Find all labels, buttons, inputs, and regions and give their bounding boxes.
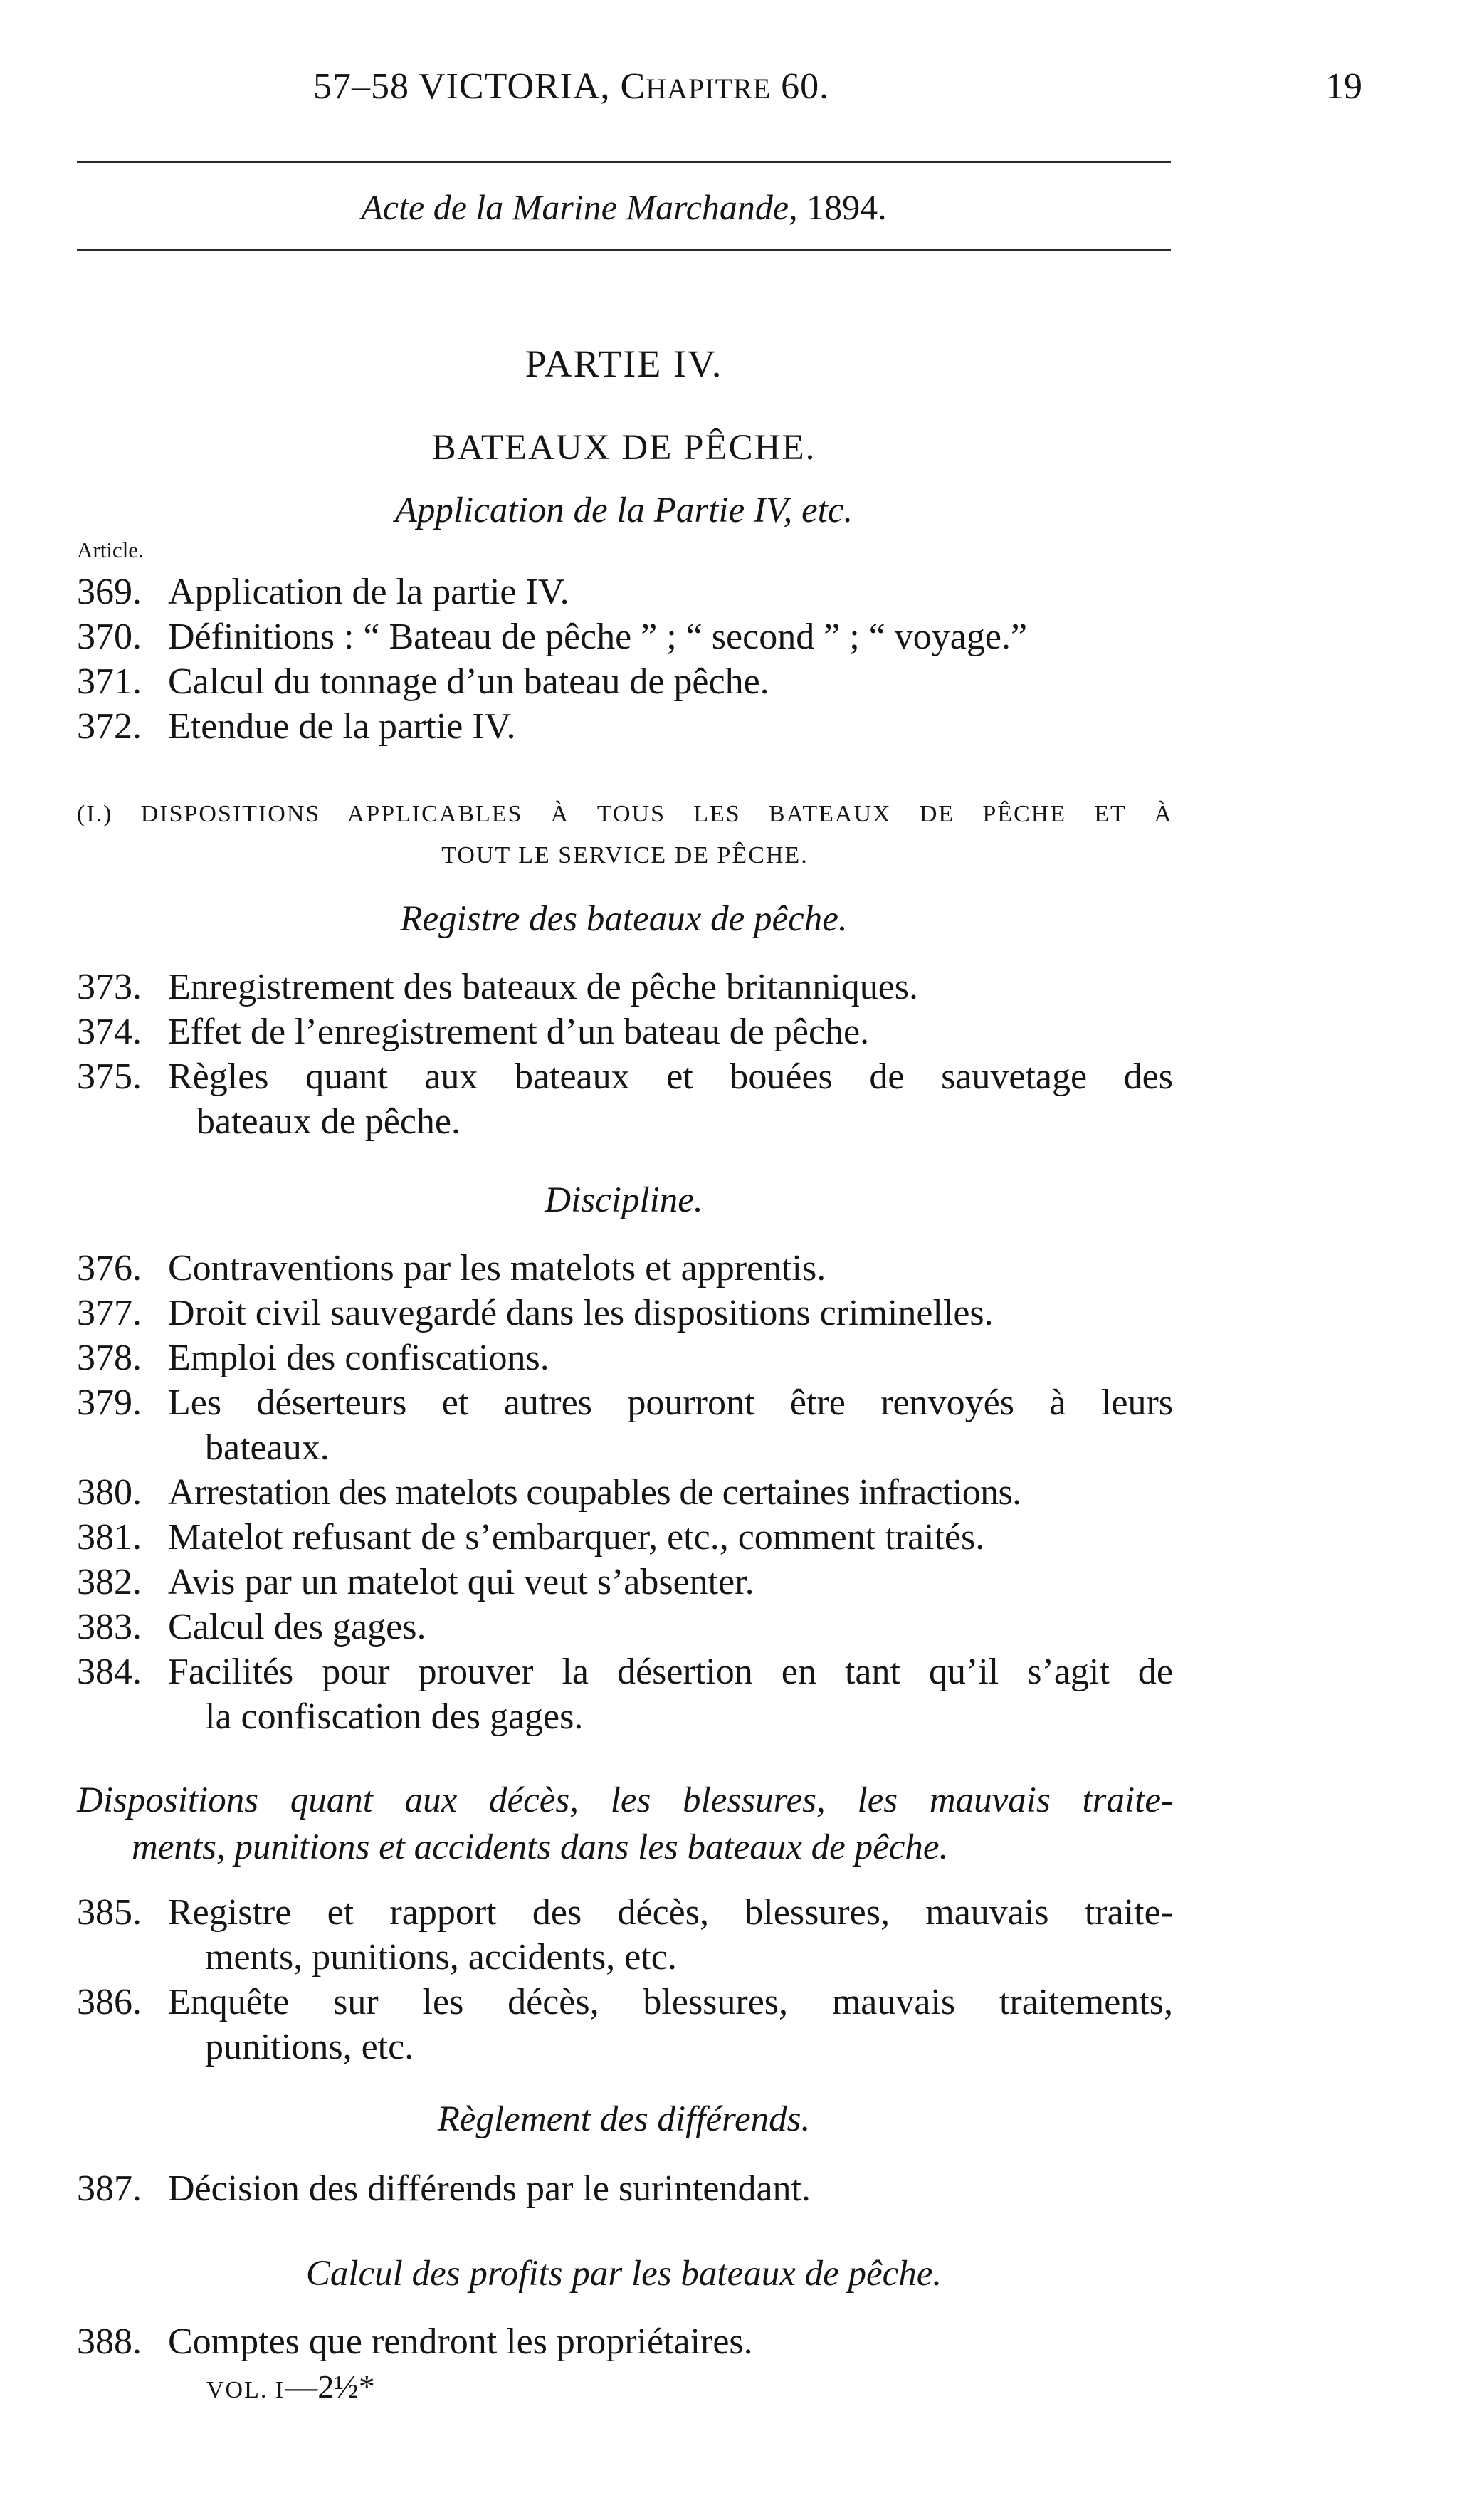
article-text-line2: bateaux. bbox=[205, 1427, 330, 1468]
article-text: Définitions : “ Bateau de pêche ” ; “ second ” ; “ voyage.” bbox=[168, 616, 1028, 657]
article-text-line1: Les déserteurs et autres pourront être renvoyés à leurs bbox=[168, 1382, 1173, 1423]
article-label: Article. bbox=[77, 537, 144, 562]
article-text: Etendue de la partie IV. bbox=[168, 706, 516, 747]
article-number: 386. bbox=[77, 1982, 142, 2022]
list-item bbox=[77, 659, 1173, 704]
article-number: 383. bbox=[77, 1607, 142, 1647]
running-header bbox=[313, 65, 829, 107]
article-number: 388. bbox=[77, 2321, 142, 2362]
list-item bbox=[77, 1605, 1173, 1649]
article-text-line1: Registre et rapport des décès, blessures, mauvais traite- bbox=[168, 1892, 1173, 1933]
list-item bbox=[77, 1560, 1173, 1605]
list-item bbox=[77, 704, 1173, 749]
article-number: 380. bbox=[77, 1472, 142, 1513]
article-number: 384. bbox=[77, 1652, 142, 1692]
footer-vol: VOL. I bbox=[206, 2377, 285, 2403]
list-item bbox=[77, 1890, 1173, 1980]
article-text: Contraventions par les matelots et apprentis. bbox=[168, 1248, 826, 1288]
list-item bbox=[77, 1515, 1173, 1560]
list-item bbox=[77, 1291, 1173, 1335]
registre-heading: Registre des bateaux de pêche. bbox=[400, 899, 848, 939]
deces-heading-line1: Dispositions quant aux décès, les blessures, les mauvais traite- bbox=[77, 1780, 1173, 1820]
reglement-heading: Règlement des différends. bbox=[437, 2099, 811, 2139]
list-item bbox=[77, 569, 1173, 614]
section-heading-line2: TOUT LE SERVICE DE PÊCHE. bbox=[441, 842, 809, 868]
page-number: 19 bbox=[1325, 66, 1362, 107]
article-number: 381. bbox=[77, 1517, 142, 1558]
act-title: Acte de la Marine Marchande, bbox=[361, 187, 798, 227]
article-text: Calcul du tonnage d’un bateau de pêche. bbox=[168, 661, 769, 702]
list-item bbox=[77, 1246, 1173, 1291]
article-text: Calcul des gages. bbox=[168, 1607, 426, 1647]
list-item bbox=[77, 2166, 1173, 2211]
deces-heading-line2: ments, punitions et accidents dans les bateaux de pêche. bbox=[132, 1827, 949, 1867]
article-number: 370. bbox=[77, 616, 142, 657]
article-text-line2: ments, punitions, accidents, etc. bbox=[205, 1937, 677, 1978]
article-text-line1: Facilités pour prouver la désertion en tant qu’il s’agit de bbox=[168, 1652, 1173, 1692]
list-item bbox=[77, 1009, 1173, 1054]
article-number: 375. bbox=[77, 1056, 142, 1097]
list-item bbox=[77, 1054, 1173, 1144]
header-rule-bottom bbox=[77, 249, 1171, 251]
article-number: 371. bbox=[77, 661, 142, 702]
article-number: 369. bbox=[77, 572, 142, 612]
article-text-line1: Enquête sur les décès, blessures, mauvais traitements, bbox=[168, 1982, 1173, 2022]
article-text: Droit civil sauvegardé dans les dispositions criminelles. bbox=[168, 1293, 994, 1333]
footer-signature bbox=[206, 2368, 375, 2405]
article-number: 387. bbox=[77, 2168, 142, 2209]
list-item bbox=[77, 1649, 1173, 1739]
article-text-line2: bateaux de pêche. bbox=[196, 1101, 461, 1142]
article-number: 374. bbox=[77, 1012, 142, 1052]
list-item bbox=[77, 965, 1173, 1009]
article-text: Arrestation des matelots coupables de certaines infractions. bbox=[168, 1472, 1021, 1513]
header-title-end: 60. bbox=[771, 66, 830, 107]
list-item bbox=[77, 1335, 1173, 1380]
article-number: 378. bbox=[77, 1338, 142, 1378]
article-text: Application de la partie IV. bbox=[168, 572, 569, 612]
article-number: 382. bbox=[77, 1562, 142, 1602]
article-number: 377. bbox=[77, 1293, 142, 1333]
list-item bbox=[77, 1980, 1173, 2069]
list-item bbox=[77, 2319, 1173, 2364]
discipline-heading: Discipline. bbox=[545, 1180, 703, 1220]
article-number: 379. bbox=[77, 1382, 142, 1423]
article-text: Enregistrement des bateaux de pêche britanniques. bbox=[168, 967, 919, 1007]
article-text-line2: punitions, etc. bbox=[205, 2027, 414, 2067]
article-number: 385. bbox=[77, 1892, 142, 1933]
header-title-smallcaps: HAPITRE bbox=[646, 73, 772, 105]
section-heading-line1: (I.) DISPOSITIONS APPLICABLES À TOUS LES BATEAUX DE PÊCHE ET À bbox=[77, 801, 1173, 827]
article-text-line1: Règles quant aux bateaux et bouées de sauvetage des bbox=[168, 1056, 1173, 1097]
application-heading: Application de la Partie IV, etc. bbox=[394, 490, 853, 530]
part-subtitle: BATEAUX DE PÊCHE. bbox=[431, 428, 816, 468]
article-text: Matelot refusant de s’embarquer, etc., comment traités. bbox=[168, 1517, 985, 1558]
article-text: Décision des différends par le surintendant. bbox=[168, 2168, 811, 2209]
act-year: 1894. bbox=[797, 187, 887, 227]
list-item bbox=[77, 1470, 1173, 1515]
article-text: Avis par un matelot qui veut s’absenter. bbox=[168, 1562, 754, 1602]
part-title: PARTIE IV. bbox=[525, 342, 723, 385]
header-rule-top bbox=[77, 161, 1171, 163]
article-text: Emploi des confiscations. bbox=[168, 1338, 549, 1378]
article-number: 376. bbox=[77, 1248, 142, 1288]
article-text: Comptes que rendront les propriétaires. bbox=[168, 2321, 753, 2362]
article-number: 372. bbox=[77, 706, 142, 747]
profits-heading: Calcul des profits par les bateaux de pêche. bbox=[305, 2254, 942, 2294]
article-number: 373. bbox=[77, 967, 142, 1007]
footer-mark: —2½* bbox=[285, 2368, 375, 2405]
article-text-line2: la confiscation des gages. bbox=[205, 1696, 584, 1737]
act-subtitle bbox=[77, 187, 1171, 228]
header-title-main: 57–58 VICTORIA, C bbox=[313, 66, 646, 107]
list-item bbox=[77, 614, 1173, 659]
list-item bbox=[77, 1380, 1173, 1470]
article-text: Effet de l’enregistrement d’un bateau de pêche. bbox=[168, 1012, 870, 1052]
